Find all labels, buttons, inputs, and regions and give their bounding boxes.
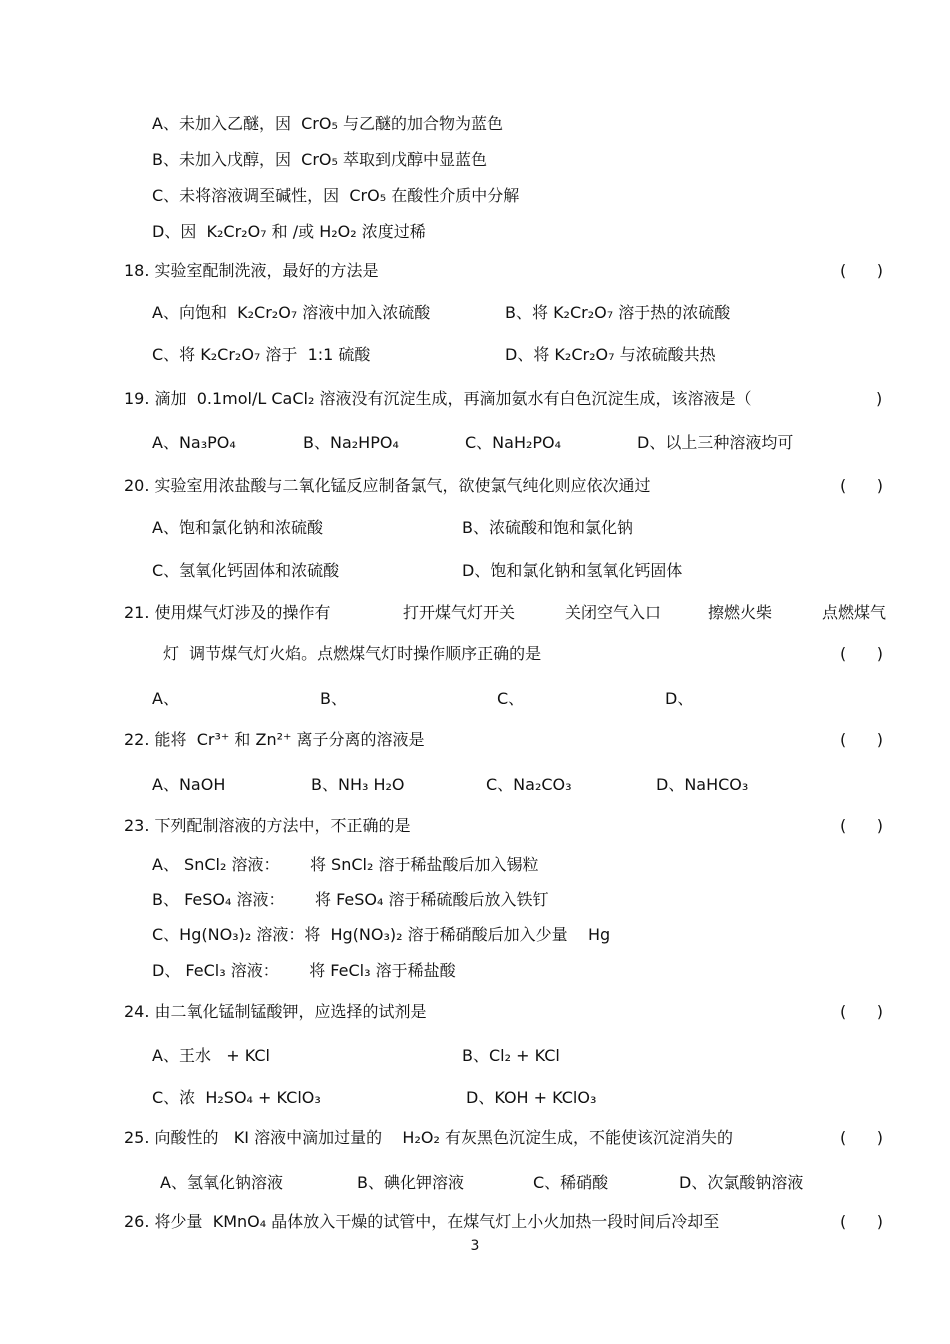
q18-option-b: B、将 K₂Cr₂O₇ 溶于热的浓硫酸 [505,303,731,322]
q20-stem: 20. 实验室用浓盐酸与二氧化锰反应制备氯气，欲使氯气纯化则应依次通过 [124,476,651,495]
q20-option-c: C、氢氧化钙固体和浓硫酸 [152,561,340,580]
q23-answer-paren: ( ) [840,816,883,835]
q19-option-c: C、NaH₂PO₄ [465,433,562,452]
q18-option-a: A、向饱和 K₂Cr₂O₇ 溶液中加入浓硫酸 [152,303,431,322]
q25-option-d: D、次氯酸钠溶液 [679,1173,804,1192]
q17-option-a: A、未加入乙醚，因 CrO₅ 与乙醚的加合物为蓝色 [152,114,503,133]
q25-stem: 25. 向酸性的 KI 溶液中滴加过量的 H₂O₂ 有灰黑色沉淀生成，不能使该沉淀消失的 [124,1128,733,1147]
q21-option-b: B、 [320,689,347,708]
q17-option-d: D、因 K₂Cr₂O₇ 和 /或 H₂O₂ 浓度过稀 [152,222,426,241]
q22-option-d: D、NaHCO₃ [656,775,749,794]
q21-option-d: D、 [665,689,694,708]
q26-stem: 26. 将少量 KMnO₄ 晶体放入干燥的试管中，在煤气灯上小火加热一段时间后冷却至 [124,1212,720,1231]
q24-option-c: C、浓 H₂SO₄ + KClO₃ [152,1088,321,1107]
q18-option-c: C、将 K₂Cr₂O₇ 溶于 1:1 硫酸 [152,345,371,364]
q18-answer-paren: ( ) [840,261,883,280]
q23-option-c: C、Hg(NO₃)₂ 溶液：将 Hg(NO₃)₂ 溶于稀硝酸后加入少量 Hg [152,925,611,944]
q22-answer-paren: ( ) [840,730,883,749]
q25-option-c: C、稀硝酸 [533,1173,609,1192]
q19-answer-paren: ) [876,389,883,408]
q21-stem-cont: 灯 调节煤气灯火焰。点燃煤气灯时操作顺序正确的是 [163,644,542,663]
q26-answer-paren: ( ) [840,1212,883,1231]
q19-option-a: A、Na₃PO₄ [152,433,236,452]
q24-option-d: D、KOH + KClO₃ [466,1088,597,1107]
q20-answer-paren: ( ) [840,476,883,495]
q19-stem: 19. 滴加 0.1mol/L CaCl₂ 溶液没有沉淀生成，再滴加氨水有白色沉淀生成，该溶液是（ [124,389,752,408]
q19-option-d: D、以上三种溶液均可 [637,433,794,452]
q23-option-a: A、 SnCl₂ 溶液： 将 SnCl₂ 溶于稀盐酸后加入锡粒 [152,855,539,874]
q24-stem: 24. 由二氧化锰制锰酸钾，应选择的试剂是 [124,1002,427,1021]
q21-answer-paren: ( ) [840,644,883,663]
q23-stem: 23. 下列配制溶液的方法中，不正确的是 [124,816,411,835]
q21-option-c: C、 [497,689,525,708]
q24-option-a: A、王水 + KCl [152,1046,270,1065]
page-number: 3 [470,1238,480,1254]
q20-option-b: B、浓硫酸和饱和氯化钠 [462,518,633,537]
q21-step-3: 擦燃火柴 [708,603,773,622]
q22-option-a: A、NaOH [152,775,226,794]
q17-option-b: B、未加入戊醇，因 CrO₅ 萃取到戊醇中显蓝色 [152,150,487,169]
q25-answer-paren: ( ) [840,1128,883,1147]
q22-option-c: C、Na₂CO₃ [486,775,572,794]
q21-step-2: 关闭空气入口 [565,603,662,622]
q20-option-a: A、饱和氯化钠和浓硫酸 [152,518,323,537]
q22-stem: 22. 能将 Cr³⁺ 和 Zn²⁺ 离子分离的溶液是 [124,730,425,749]
q20-option-d: D、饱和氯化钠和氢氧化钙固体 [462,561,683,580]
q18-option-d: D、将 K₂Cr₂O₇ 与浓硫酸共热 [505,345,716,364]
q25-option-b: B、碘化钾溶液 [357,1173,464,1192]
q24-option-b: B、Cl₂ + KCl [462,1046,560,1065]
q21-option-a: A、 [152,689,179,708]
q21-stem: 21. 使用煤气灯涉及的操作有 [124,603,331,622]
q23-option-d: D、 FeCl₃ 溶液： 将 FeCl₃ 溶于稀盐酸 [152,961,456,980]
q17-option-c: C、未将溶液调至碱性，因 CrO₅ 在酸性介质中分解 [152,186,520,205]
q21-step-4: 点燃煤气 [822,603,887,622]
q21-step-1: 打开煤气灯开关 [403,603,516,622]
q22-option-b: B、NH₃ H₂O [311,775,405,794]
q19-option-b: B、Na₂HPO₄ [303,433,399,452]
q24-answer-paren: ( ) [840,1002,883,1021]
q25-option-a: A、氢氧化钠溶液 [160,1173,283,1192]
q18-stem: 18. 实验室配制洗液，最好的方法是 [124,261,379,280]
q23-option-b: B、 FeSO₄ 溶液： 将 FeSO₄ 溶于稀硫酸后放入铁钉 [152,890,549,909]
